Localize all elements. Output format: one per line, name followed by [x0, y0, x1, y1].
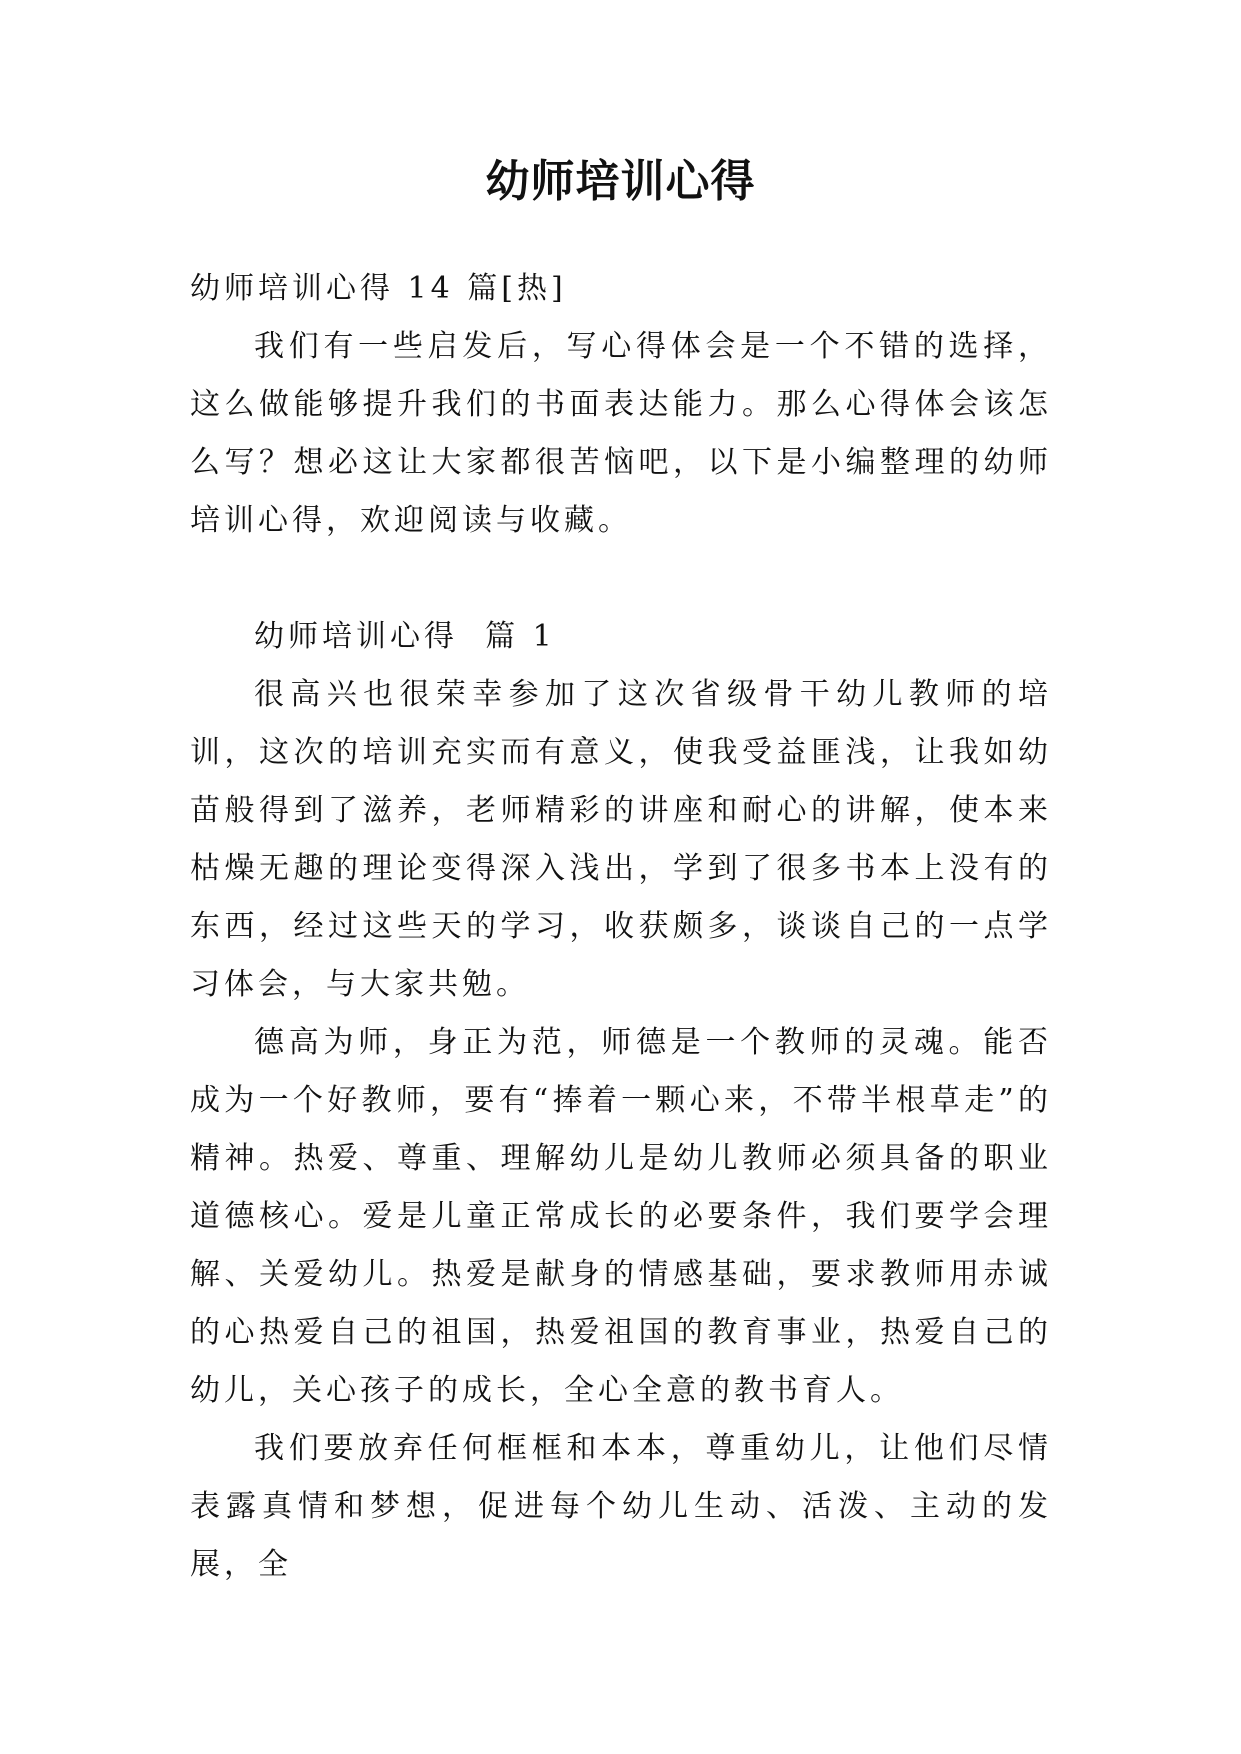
- body-paragraph-2: 德高为师，身正为范，师德是一个教师的灵魂。能否成为一个好教师，要有“捧着一颗心来，不带半根草走”的精神。热爱、尊重、理解幼儿是幼儿教师必须具备的职业道德核心。爱是儿童正常成长的必要条件，我们要学会理解、关爱幼儿。热爱是献身的情感基础，要求教师用赤诚的心热爱自己的祖国，热爱祖国的教育事业，热爱自己的幼儿，关心孩子的成长，全心全意的教书育人。: [190, 1025, 1052, 1408]
- intro-paragraph: 我们有一些启发后，写心得体会是一个不错的选择，这么做能够提升我们的书面表达能力。那么心得体会该怎么写？想必这让大家都很苦恼吧，以下是小编整理的幼师培训心得，欢迎阅读与收藏。: [190, 329, 1052, 538]
- section-spacer: [190, 550, 1052, 608]
- document-title: 幼师培训心得: [485, 156, 756, 207]
- body-paragraph-3: 我们要放弃任何框框和本本，尊重幼儿，让他们尽情表露真情和梦想，促进每个幼儿生动、活泼、主动的发展，全: [190, 1431, 1052, 1582]
- document-subtitle: 幼师培训心得 14 篇[热]: [190, 271, 567, 306]
- document-body: [190, 260, 1052, 1594]
- section-heading: 幼师培训心得 篇 1: [254, 619, 556, 654]
- body-paragraph-1: 很高兴也很荣幸参加了这次省级骨干幼儿教师的培训，这次的培训充实而有意义，使我受益匪浅，让我如幼苗般得到了滋养，老师精彩的讲座和耐心的讲解，使本来枯燥无趣的理论变得深入浅出，学到了很多书本上没有的东西，经过这些天的学习，收获颇多，谈谈自己的一点学习体会，与大家共勉。: [190, 677, 1052, 1002]
